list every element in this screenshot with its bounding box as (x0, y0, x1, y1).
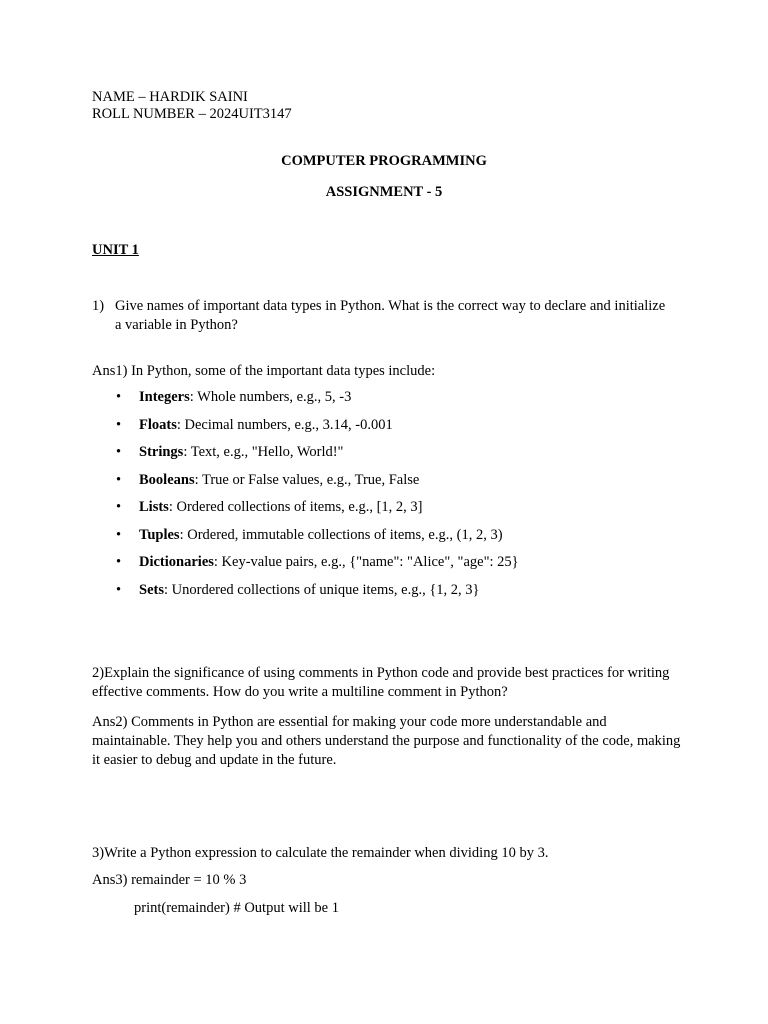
bullet-icon: • (116, 471, 122, 488)
data-types-list (92, 388, 519, 608)
question-1-number: 1) (92, 298, 105, 314)
list-item-desc: : Ordered collections of items, e.g., [1, 2, 3] (168, 499, 423, 515)
list-item (92, 471, 519, 499)
bullet-icon: • (116, 499, 122, 515)
bullet-icon: • (116, 389, 122, 405)
roll-number: ROLL NUMBER – 2024UIT3147 (92, 106, 292, 122)
list-item-desc: : Decimal numbers, e.g., 3.14, -0.001 (176, 416, 393, 433)
list-item-term: Booleans (139, 471, 195, 488)
list-item-term: Tuples (139, 526, 180, 543)
list-item-term: Integers (139, 389, 190, 405)
answer-1-intro: Ans1) In Python, some of the important data types include: (92, 363, 436, 379)
list-item (92, 498, 519, 526)
question-1-text: Give names of important data types in Python. What is the correct way to declare and initialize a variable in Python? (115, 298, 666, 333)
answer-2-text: Ans2) Comments in Python are essential for making your code more understandable and maintainable. They help you and others understand the purpose and functionality of the code, making it easier to debug and update in the future. (92, 714, 681, 768)
list-item (92, 581, 519, 609)
assignment-title: ASSIGNMENT - 5 (325, 184, 443, 200)
list-item (92, 388, 519, 416)
question-2-text: 2)Explain the significance of using comments in Python code and provide best practices for writing effective comments. How do you write a multiline comment in Python? (92, 665, 670, 700)
list-item-desc: : True or False values, e.g., True, False (194, 471, 420, 488)
answer-3-line-1: Ans3) remainder = 10 % 3 (92, 872, 247, 888)
answer-3-line-2: print(remainder) # Output will be 1 (134, 900, 339, 916)
list-item (92, 526, 519, 554)
list-item-term: Lists (139, 499, 169, 515)
unit-heading: UNIT 1 (92, 242, 139, 258)
list-item-term: Floats (139, 416, 177, 433)
list-item-desc: : Ordered, immutable collections of items, e.g., (1, 2, 3) (179, 526, 503, 543)
course-title: COMPUTER PROGRAMMING (281, 153, 487, 169)
list-item-desc: : Text, e.g., "Hello, World!" (183, 444, 344, 460)
list-item (92, 443, 519, 471)
bullet-icon: • (116, 526, 122, 543)
list-item-desc: : Key-value pairs, e.g., {"name": "Alice", "age": 25} (213, 554, 519, 570)
list-item-desc: : Unordered collections of unique items, e.g., {1, 2, 3} (163, 581, 480, 598)
bullet-icon: • (116, 581, 122, 598)
list-item-desc: : Whole numbers, e.g., 5, -3 (189, 389, 352, 405)
list-item (92, 416, 519, 444)
bullet-icon: • (116, 416, 122, 433)
bullet-icon: • (116, 554, 122, 570)
question-3-text: 3)Write a Python expression to calculate the remainder when dividing 10 by 3. (92, 845, 549, 861)
bullet-icon: • (116, 444, 122, 460)
list-item (92, 553, 519, 581)
list-item-term: Strings (139, 444, 184, 460)
student-name: NAME – HARDIK SAINI (92, 89, 248, 105)
list-item-term: Sets (139, 581, 164, 598)
list-item-term: Dictionaries (139, 554, 214, 570)
